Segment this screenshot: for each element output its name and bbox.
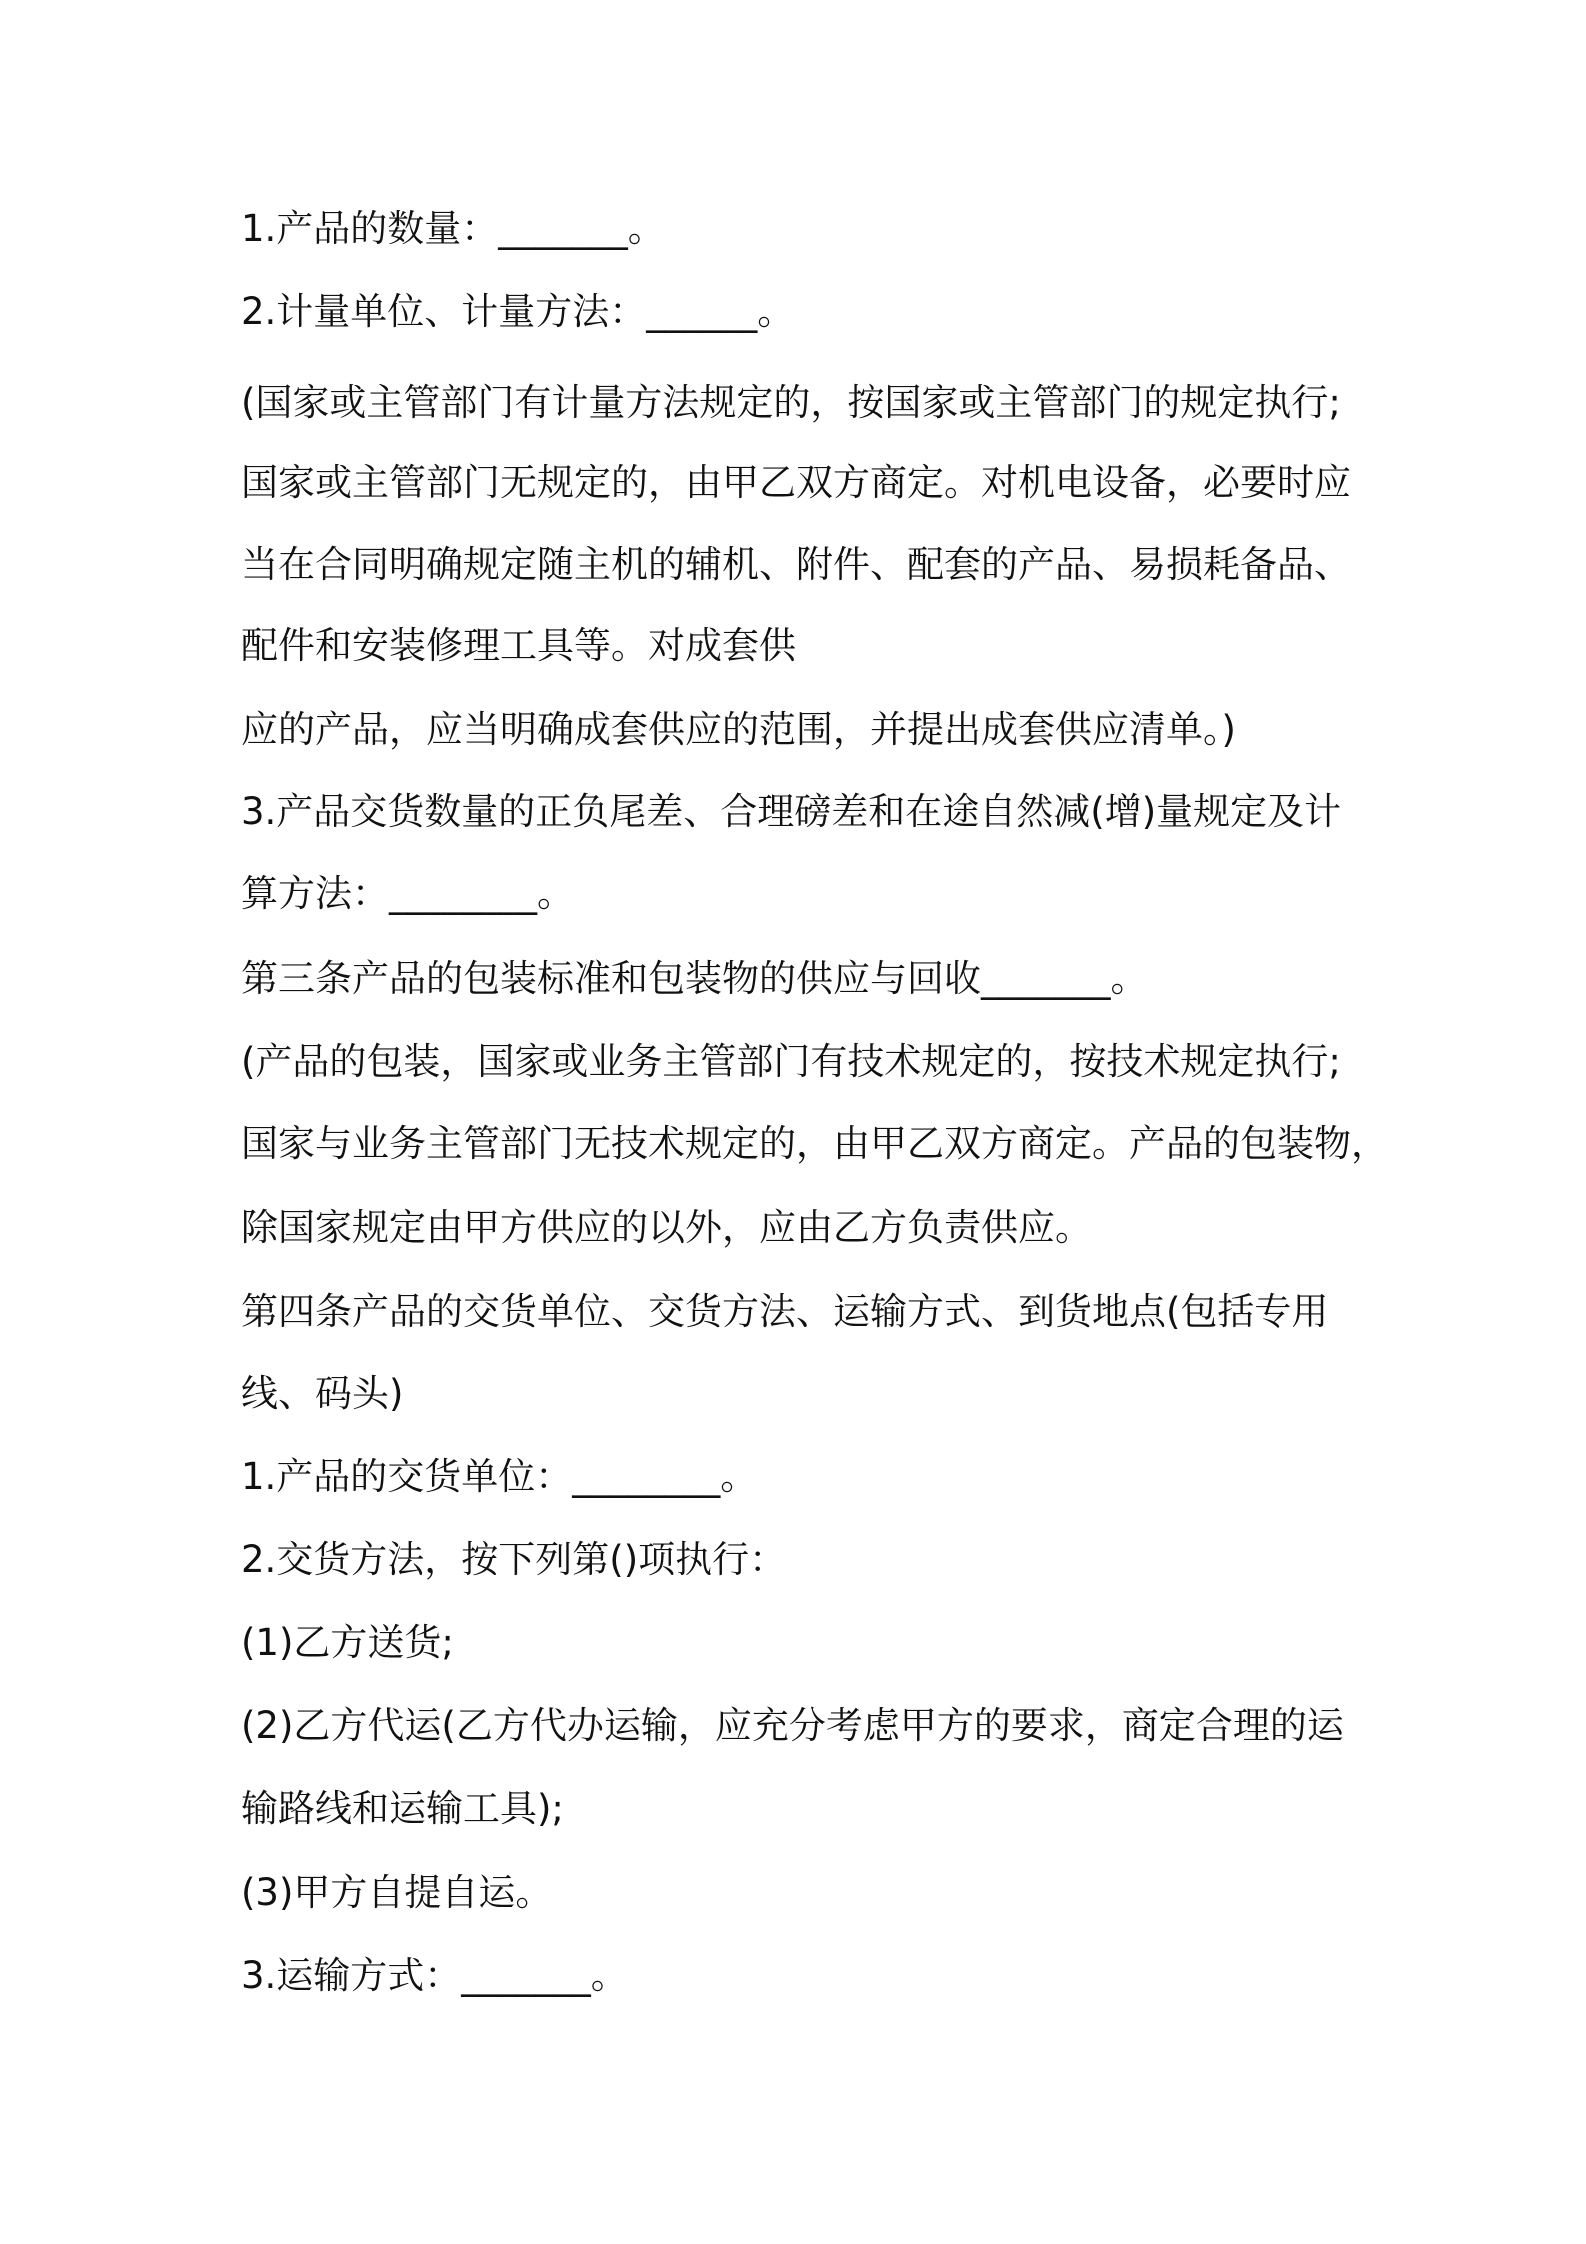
text-line-quantity: 1.产品的数量：_______。 [241,207,665,250]
text-line-option-3: (3)甲方自提自运。 [241,1871,553,1914]
text-line-option-1: (1)乙方送货; [241,1621,454,1664]
text-line-note-2: 国家或主管部门无规定的，由甲乙双方商定。对机电设备，必要时应 [241,461,1351,504]
text-line-option-2-cont: 输路线和运输工具); [241,1787,564,1830]
text-line-transport-method: 3.运输方式：_______。 [241,1954,628,1997]
text-line-article-3: 第三条产品的包装标准和包装物的供应与回收_______。 [241,957,1148,1000]
text-line-note-3: 当在合同明确规定随主机的辅机、附件、配套的产品、易损耗备品、 [241,543,1351,586]
text-line-note-1: (国家或主管部门有计量方法规定的，按国家或主管部门的规定执行; [241,381,1341,424]
text-line-note-4: 配件和安装修理工具等。对成套供 [241,624,796,667]
text-line-measurement-unit: 2.计量单位、计量方法：______。 [241,290,795,333]
text-line-packaging-note-2: 国家与业务主管部门无技术规定的，由甲乙双方商定。产品的包装物， [241,1122,1388,1165]
text-line-article-4-cont: 线、码头) [241,1372,404,1415]
text-line-calculation: 算方法：________。 [241,872,574,915]
text-line-delivery-unit: 1.产品的交货单位：________。 [241,1455,758,1498]
text-line-option-2: (2)乙方代运(乙方代办运输，应充分考虑甲方的要求，商定合理的运 [241,1704,1344,1747]
text-line-packaging-note-3: 除国家规定由甲方供应的以外，应由乙方负责供应。 [241,1206,1092,1249]
text-line-article-4: 第四条产品的交货单位、交货方法、运输方式、到货地点(包括专用 [241,1290,1329,1333]
text-line-note-5: 应的产品，应当明确成套供应的范围，并提出成套供应清单。) [241,708,1236,751]
text-line-delivery-method: 2.交货方法，按下列第()项执行： [241,1538,787,1581]
text-line-packaging-note-1: (产品的包装，国家或业务主管部门有技术规定的，按技术规定执行; [241,1040,1341,1083]
text-line-tolerance: 3.产品交货数量的正负尾差、合理磅差和在途自然减(增)量规定及计 [241,790,1342,833]
